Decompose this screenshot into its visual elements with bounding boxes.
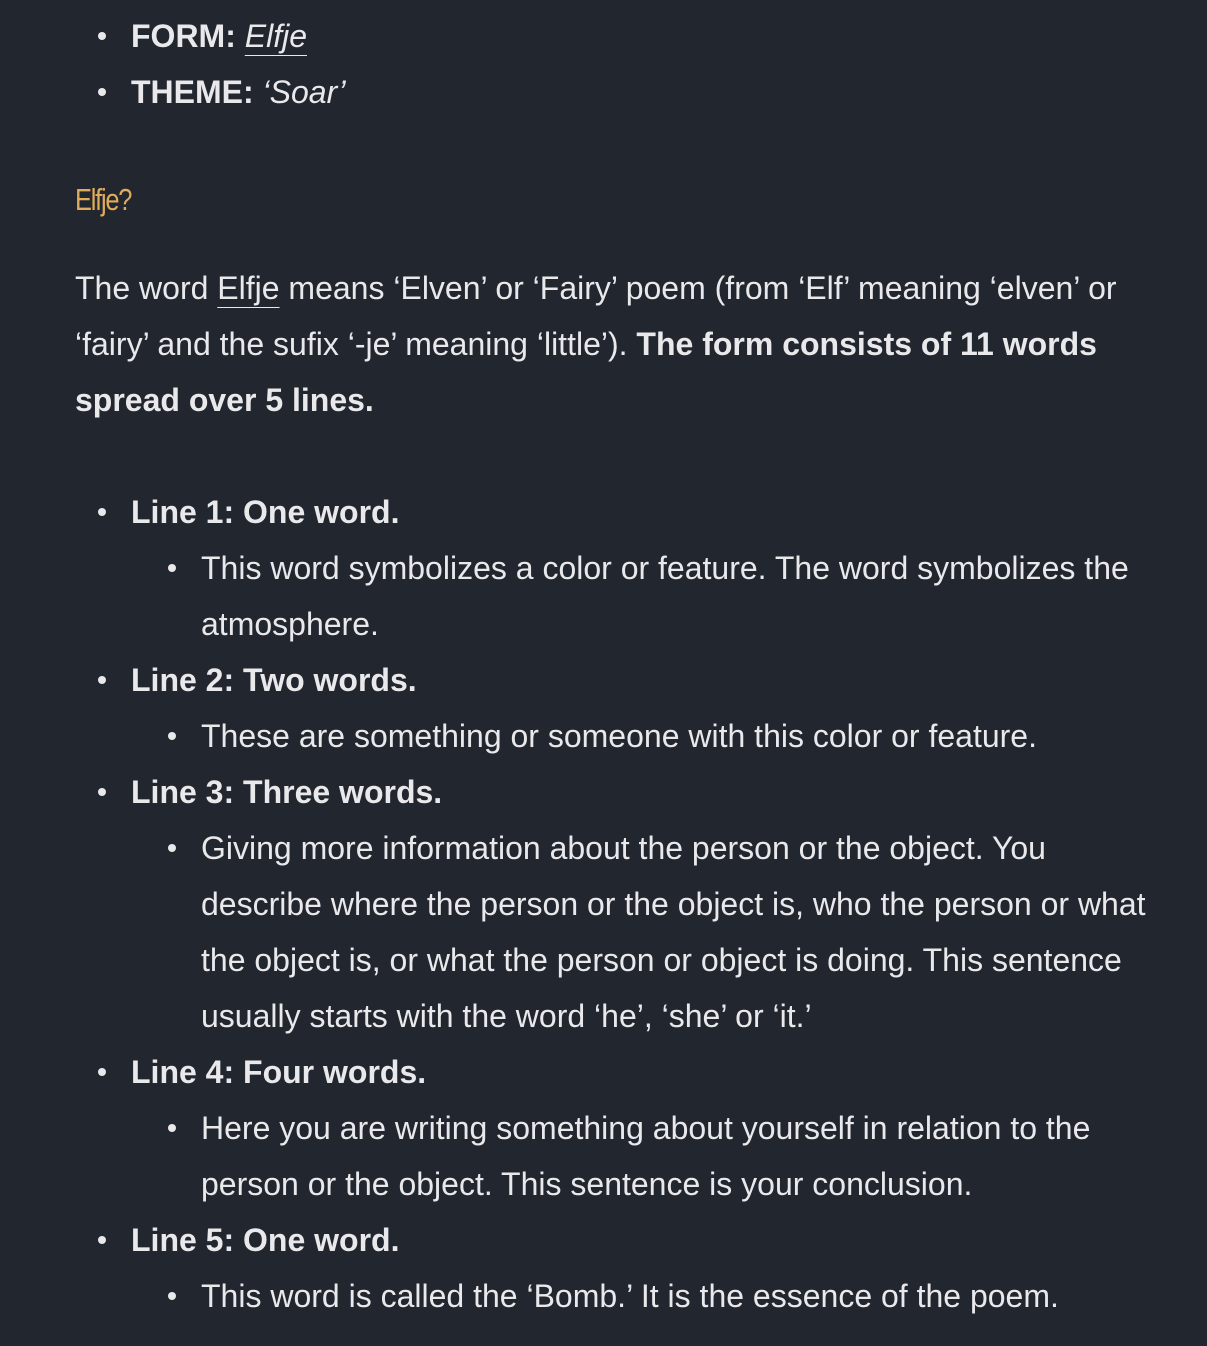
- form-label: FORM:: [131, 18, 236, 54]
- line-label: Line 1: One word.: [131, 494, 400, 530]
- line-detail: This word symbolizes a color or feature. The word symbolizes the atmosphere.: [131, 540, 1161, 652]
- intro-bold-text: The form consists of 11 words spread over 5 lines.: [75, 326, 1097, 418]
- form-meta-item: [75, 8, 346, 64]
- intro-paragraph: [75, 260, 1165, 428]
- elfje-link[interactable]: Elfje: [217, 270, 280, 306]
- line-label: Line 5: One word.: [131, 1222, 400, 1258]
- list-item-line-5: [75, 1212, 1175, 1324]
- list-item-line-2: [75, 652, 1175, 764]
- theme-meta-item: [75, 64, 346, 120]
- theme-label: THEME:: [131, 74, 254, 110]
- poem-meta-list: [75, 8, 346, 120]
- line-detail: These are something or someone with this color or feature.: [131, 708, 1161, 764]
- line-detail: Giving more information about the person or the object. You describe where the person or the object is, who the person or what the object is, or what the person or object is doing. This sentence usually starts with the word ‘he’, ‘she’ or ‘it.’: [131, 820, 1161, 1044]
- intro-text-middle: means ‘Elven’ or ‘Fairy’ poem (from ‘Elf’ meaning ‘elven’ or ‘fairy’ and the sufix ‘-je’ meaning ‘little’).: [75, 270, 1117, 362]
- theme-value: ‘Soar’: [262, 74, 346, 110]
- line-label: Line 4: Four words.: [131, 1054, 427, 1090]
- list-item-line-1: [75, 484, 1175, 652]
- list-item-line-4: [75, 1044, 1175, 1212]
- intro-text-start: The word: [75, 270, 218, 306]
- line-detail: Here you are writing something about yourself in relation to the person or the object. This sentence is your conclusion.: [131, 1100, 1161, 1212]
- list-item-line-3: [75, 764, 1175, 1044]
- poem-lines-list: [75, 484, 1175, 1324]
- section-heading: Elfje?: [75, 182, 132, 217]
- line-detail: This word is called the ‘Bomb.’ It is the essence of the poem.: [131, 1268, 1161, 1324]
- form-value-link[interactable]: Elfje: [244, 18, 307, 54]
- line-label: Line 3: Three words.: [131, 774, 443, 810]
- line-label: Line 2: Two words.: [131, 662, 417, 698]
